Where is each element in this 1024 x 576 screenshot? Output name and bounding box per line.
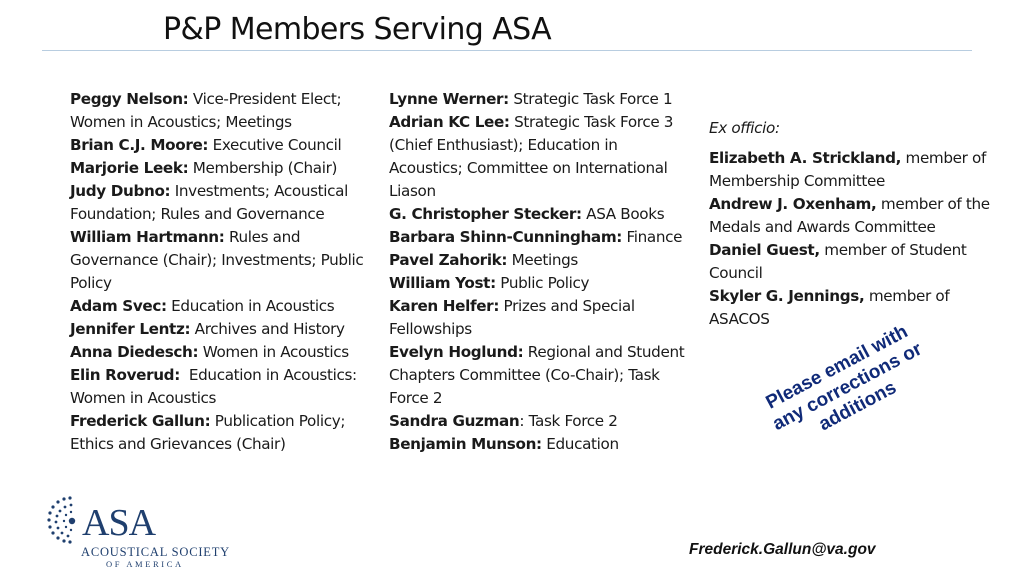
member-role: : Task Force 2: [519, 412, 618, 430]
member-entry: [389, 272, 689, 295]
member-name: Pavel Zahorik:: [389, 251, 508, 269]
member-entry: [389, 433, 689, 456]
member-name: Brian C.J. Moore:: [70, 136, 209, 154]
member-role: Prizes and Special Fellowships: [389, 297, 635, 338]
member-name: Skyler G. Jennings,: [709, 287, 865, 305]
member-name: Sandra Guzman: [389, 412, 520, 430]
corrections-note: Please email with any corrections or additions: [762, 321, 926, 436]
member-entry: [709, 239, 1009, 285]
contact-email[interactable]: Frederick.Gallun@va.gov: [689, 541, 876, 558]
member-role: member of Membership Committee: [709, 149, 986, 190]
member-name: Adrian KC Lee:: [389, 113, 510, 131]
members-column-2: [389, 88, 689, 456]
member-entry: [70, 410, 370, 456]
member-role: Publication Policy; Ethics and Grievances (Chair): [70, 412, 346, 453]
member-role: member of the Medals and Awards Committee: [709, 195, 990, 236]
member-role: ASA Books: [581, 205, 665, 223]
member-entry: [70, 341, 370, 364]
member-role: Education: [541, 435, 619, 453]
member-name: Judy Dubno:: [70, 182, 171, 200]
member-name: Barbara Shinn-Cunningham:: [389, 228, 623, 246]
member-role: Meetings: [507, 251, 578, 269]
member-entry: [70, 364, 370, 410]
member-role: member of Student Council: [709, 241, 967, 282]
exofficio-column: [709, 117, 1009, 331]
member-role: Rules and Governance (Chair); Investments; Public Policy: [70, 228, 364, 292]
member-entry: [70, 295, 370, 318]
member-role: Strategic Task Force 1: [508, 90, 673, 108]
asa-logo: [44, 494, 231, 574]
member-name: Daniel Guest,: [709, 241, 820, 259]
title-divider: [42, 50, 972, 51]
member-entry: [389, 410, 689, 433]
member-entry: [709, 285, 1009, 331]
member-role: Investments; Acoustical Foundation; Rules and Governance: [70, 182, 348, 223]
member-entry: [389, 341, 689, 410]
member-role: Education in Acoustics: [166, 297, 335, 315]
member-role: Public Policy: [495, 274, 590, 292]
member-name: Benjamin Munson:: [389, 435, 542, 453]
member-entry: [389, 226, 689, 249]
member-entry: [709, 193, 1009, 239]
member-role: Executive Council: [208, 136, 342, 154]
page-title: P&P Members Serving ASA: [163, 12, 552, 47]
members-column-1: [70, 88, 370, 456]
logo-mark: ASA: [82, 502, 156, 544]
member-name: Anna Diedesch:: [70, 343, 199, 361]
member-name: Marjorie Leek:: [70, 159, 189, 177]
exofficio-heading: Ex officio:: [709, 119, 780, 137]
member-name: Elizabeth A. Strickland,: [709, 149, 902, 167]
member-entry: [709, 147, 1009, 193]
member-name: Andrew J. Oxenham,: [709, 195, 877, 213]
member-role: Membership (Chair): [188, 159, 338, 177]
member-name: Elin Roverud:: [70, 366, 180, 384]
member-entry: [70, 318, 370, 341]
member-name: William Hartmann:: [70, 228, 225, 246]
member-name: Peggy Nelson:: [70, 90, 189, 108]
member-entry: [70, 134, 370, 157]
member-role: Finance: [622, 228, 683, 246]
member-entry: [389, 88, 689, 111]
member-role: Archives and History: [190, 320, 345, 338]
member-name: Lynne Werner:: [389, 90, 509, 108]
member-entry: [389, 295, 689, 341]
member-entry: [70, 88, 370, 134]
member-role: Regional and Student Chapters Committee (Co-Chair); Task Force 2: [389, 343, 685, 407]
member-entry: [389, 111, 689, 203]
member-role: Vice-President Elect; Women in Acoustics; Meetings: [70, 90, 342, 131]
logo-society-name: ACOUSTICAL SOCIETY: [81, 545, 231, 559]
member-name: G. Christopher Stecker:: [389, 205, 582, 223]
member-entry: [70, 226, 370, 295]
member-entry: [389, 249, 689, 272]
member-entry: [389, 203, 689, 226]
member-name: Frederick Gallun:: [70, 412, 211, 430]
member-role: member of ASACOS: [709, 287, 950, 328]
member-entry: [70, 157, 370, 180]
member-role: Education in Acoustics: Women in Acoustics: [70, 366, 362, 407]
member-name: Evelyn Hoglund:: [389, 343, 524, 361]
member-name: Karen Helfer:: [389, 297, 500, 315]
member-name: Adam Svec:: [70, 297, 167, 315]
member-entry: [70, 180, 370, 226]
logo-of-america: OF AMERICA: [106, 559, 184, 569]
member-name: William Yost:: [389, 274, 496, 292]
member-role: Strategic Task Force 3 (Chief Enthusiast); Education in Acoustics; Committee on International Liason: [389, 113, 674, 200]
member-name: Jennifer Lentz:: [70, 320, 191, 338]
member-role: Women in Acoustics: [198, 343, 349, 361]
